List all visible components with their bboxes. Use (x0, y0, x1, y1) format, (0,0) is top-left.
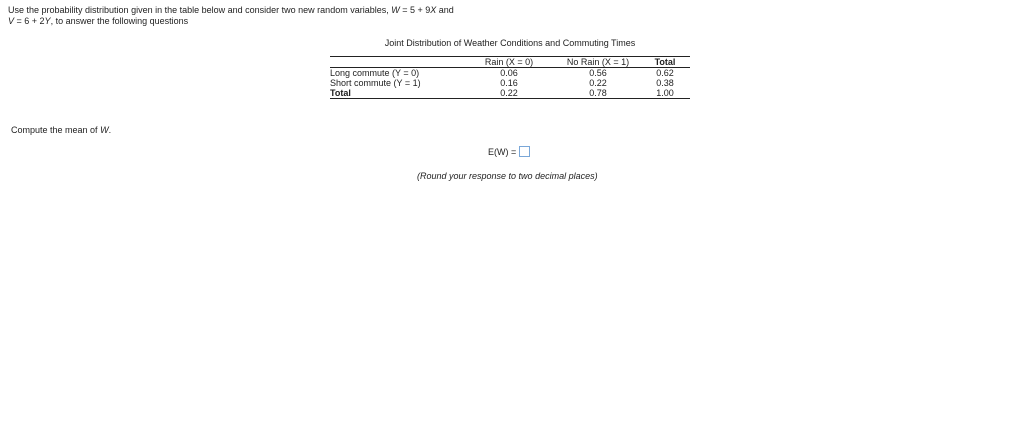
cell-total: 0.38 (656, 78, 674, 88)
answer-row (488, 146, 530, 157)
intro-text: , to answer the following questions (50, 16, 189, 26)
cell-rain: 0.06 (500, 68, 518, 78)
intro-var-y: Y (44, 16, 51, 26)
cell-rain: 0.16 (500, 78, 518, 88)
question-intro (8, 5, 568, 27)
cell-total: 0.62 (656, 68, 674, 78)
intro-text: = 5 + 9 (399, 5, 431, 15)
row-label: Long commute (Y = 0) (330, 68, 420, 78)
table-row (330, 68, 690, 79)
cell-no-rain: 0.78 (556, 88, 640, 99)
row-label: Short commute (Y = 1) (330, 78, 421, 88)
cell-no-rain: 0.56 (589, 68, 607, 78)
answer-input[interactable] (519, 146, 530, 157)
cell-rain: 0.22 (462, 88, 556, 99)
header-no-rain: No Rain (X = 1) (556, 57, 640, 68)
question-prompt (11, 125, 111, 135)
intro-var-v: V (8, 16, 15, 26)
question-var-w: W (100, 125, 109, 135)
question-text: Compute the mean of (11, 125, 101, 135)
header-blank (330, 57, 462, 68)
cell-no-rain: 0.22 (589, 78, 607, 88)
header-total: Total (640, 57, 690, 68)
cell-total: 1.00 (640, 88, 690, 99)
header-rain: Rain (X = 0) (462, 57, 556, 68)
table-row (330, 78, 690, 88)
joint-distribution-table (330, 56, 690, 99)
table-title: Joint Distribution of Weather Conditions and Commuting Times (384, 38, 636, 48)
answer-label: E(W) = (488, 146, 517, 157)
table-header-row (330, 57, 690, 68)
intro-var-w: W (391, 5, 400, 15)
intro-var-x: X (430, 5, 437, 15)
row-label-total: Total (330, 88, 462, 99)
table-row-total (330, 88, 690, 99)
intro-text: and (436, 5, 454, 15)
intro-line-2 (8, 16, 568, 27)
intro-text: Use the probability distribution given in the table below and consider two new random variables, (8, 5, 392, 15)
intro-text: = 6 + 2 (14, 16, 45, 26)
intro-line-1 (8, 5, 568, 16)
question-end: . (108, 125, 112, 135)
rounding-note: (Round your response to two decimal places) (417, 171, 598, 181)
